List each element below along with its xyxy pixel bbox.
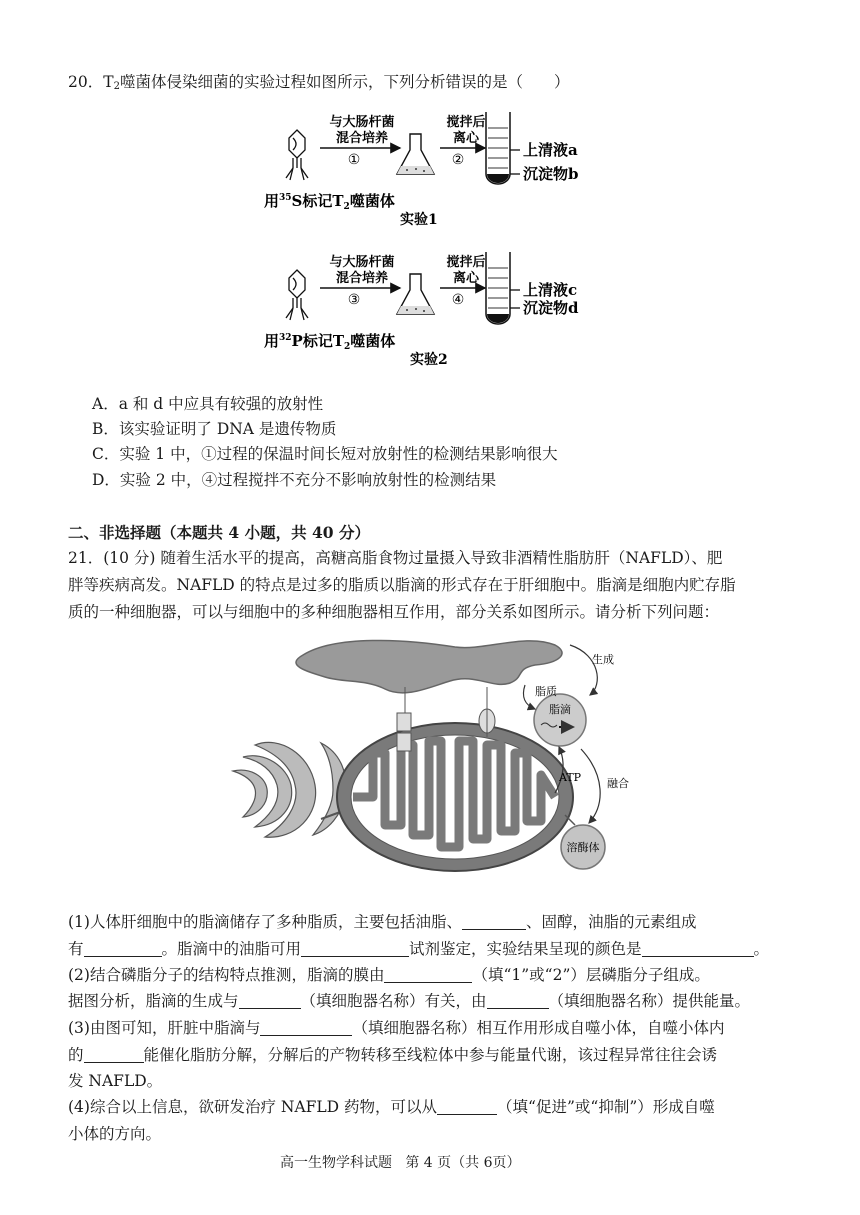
flask-icon	[397, 134, 434, 174]
lysosome-label: 溶酶体	[566, 841, 600, 854]
flask-icon	[397, 274, 434, 314]
exp2-arrow2-label-1: 搅拌后	[446, 255, 486, 270]
test-tube-icon	[486, 112, 520, 184]
answer-blank[interactable]	[260, 1019, 352, 1036]
answer-blank[interactable]	[384, 966, 472, 983]
golgi-apparatus	[233, 742, 346, 837]
exp1-arrow1-label-1: 与大肠杆菌	[329, 115, 395, 130]
q21-part3-line-1: (3)由图可知，肝脏中脂滴与 （填细胞器名称）相互作用形成自噬小体，自噬小体内	[68, 1019, 725, 1037]
answer-blank[interactable]	[642, 940, 754, 957]
q21-part3-line-3: 发 NAFLD。	[68, 1072, 163, 1090]
experiment-1	[264, 112, 579, 228]
q20-option-d: D．实验 2 中，④过程搅拌不充分不影响放射性的检测结果	[92, 471, 497, 489]
exp2-caption: 实验2	[410, 352, 448, 368]
exp2-supernatant-label: 上清液c	[523, 281, 578, 299]
section-2-heading: 二、非选择题（本题共 4 小题，共 40 分）	[68, 523, 370, 542]
exp1-caption: 实验1	[400, 212, 438, 228]
q20-option-b: B．该实验证明了 DNA 是遗传物质	[92, 420, 337, 438]
exp1-step-2: ②	[451, 152, 465, 168]
atp-label: ATP	[559, 771, 582, 784]
q21-part2-line-1: (2)结合磷脂分子的结构特点推测，脂滴的膜由 （填“1”或“2”）层磷脂分子组成。	[68, 966, 710, 984]
phage-experiment-figure	[250, 108, 610, 370]
exp1-arrow1-label-2: 混合培养	[335, 131, 389, 146]
q20-option-a: A．a 和 d 中应具有较强的放射性	[92, 395, 324, 413]
answer-blank[interactable]	[487, 992, 549, 1009]
exp2-step-2: ④	[451, 292, 465, 308]
lipid-droplet-label: 脂滴	[549, 703, 571, 716]
exp1-step-1: ①	[347, 152, 361, 168]
exp2-arrow1-label-1: 与大肠杆菌	[329, 255, 395, 270]
q21-part4-line-2: 小体的方向。	[68, 1125, 162, 1143]
q20-option-c: C．实验 1 中，①过程的保温时间长短对放射性的检测结果影响很大	[92, 445, 558, 463]
lipid-arrow	[523, 685, 535, 709]
answer-blank[interactable]	[301, 940, 409, 957]
q21-part3-line-2: 的 能催化脂肪分解，分解后的产物转移至线粒体中参与能量代谢，该过程异常往往会诱	[68, 1046, 718, 1064]
answer-blank[interactable]	[462, 913, 526, 930]
generate-label: 生成	[592, 653, 614, 666]
exp2-arrow1-label-2: 混合培养	[335, 271, 389, 286]
footer-course: 高一生物学科试题	[280, 1155, 392, 1171]
q20-stem: 20．$T_2$噬菌体侵染细菌的实验过程如图所示，下列分析错误的是（ ）	[68, 73, 570, 92]
page-footer	[280, 1153, 521, 1173]
q21-intro-line-2: 胖等疾病高发。NAFLD 的特点是过多的脂质以脂滴的形式存在于肝细胞中。脂滴是细胞内贮存脂	[68, 576, 736, 594]
q21-part1-line-2: 有 。脂滴中的油脂可用 试剂鉴定，实验结果呈现的颜色是 。	[68, 940, 770, 958]
experiment-2	[264, 252, 579, 368]
answer-blank[interactable]	[437, 1098, 497, 1115]
exp1-supernatant-label: 上清液a	[523, 141, 578, 159]
q21-part4-line-1: (4)综合以上信息，欲研发治疗 NAFLD 药物，可以从 （填“促进”或“抑制”）形成自噬	[68, 1098, 715, 1116]
exp1-phage-label: 用$^{35}$S标记$T_2$噬菌体	[264, 192, 395, 212]
test-tube-icon	[486, 252, 520, 324]
mitochondrion	[337, 723, 573, 871]
exp2-phage-label: 用$^{32}$P标记$T_2$噬菌体	[264, 332, 396, 352]
lipid-droplet	[534, 694, 586, 746]
exp2-arrow2-label-2: 离心	[452, 271, 480, 286]
answer-blank[interactable]	[84, 940, 162, 957]
exp1-sediment-label: 沉淀物b	[523, 165, 579, 183]
q21-intro-line-1: 21．(10 分) 随着生活水平的提高，高糖高脂食物过量摄入导致非酒精性脂肪肝（NAFLD）、肥	[68, 549, 723, 567]
q21-part2-line-2: 据图分析，脂滴的生成与 （填细胞器名称）有关，由 （填细胞器名称）提供能量。	[68, 992, 751, 1010]
lysosome	[561, 825, 605, 869]
q21-intro-line-3: 质的一种细胞器，可以与细胞中的多种细胞器相互作用，部分关系如图所示。请分析下列问题：	[68, 603, 720, 621]
exp2-step-1: ③	[347, 292, 361, 308]
phage-icon	[286, 270, 308, 320]
phage-icon	[286, 130, 308, 180]
q21-part1-line-1: (1)人体肝细胞中的脂滴储存了多种脂质，主要包括油脂、 、固醇，油脂的元素组成	[68, 913, 697, 931]
exp1-arrow2-label-2: 离心	[452, 131, 480, 146]
exp2-sediment-label: 沉淀物d	[523, 299, 579, 317]
fusion-label: 融合	[607, 777, 629, 790]
endoplasmic-reticulum	[296, 640, 562, 692]
exp1-arrow2-label-1: 搅拌后	[446, 115, 486, 130]
organelle-interaction-figure	[225, 625, 655, 910]
lipid-label: 脂质	[535, 685, 557, 698]
answer-blank[interactable]	[84, 1046, 144, 1063]
footer-page-number: 第 4 页（共 6页）	[405, 1155, 521, 1171]
answer-blank[interactable]	[239, 992, 301, 1009]
fusion-arrow	[581, 749, 600, 823]
